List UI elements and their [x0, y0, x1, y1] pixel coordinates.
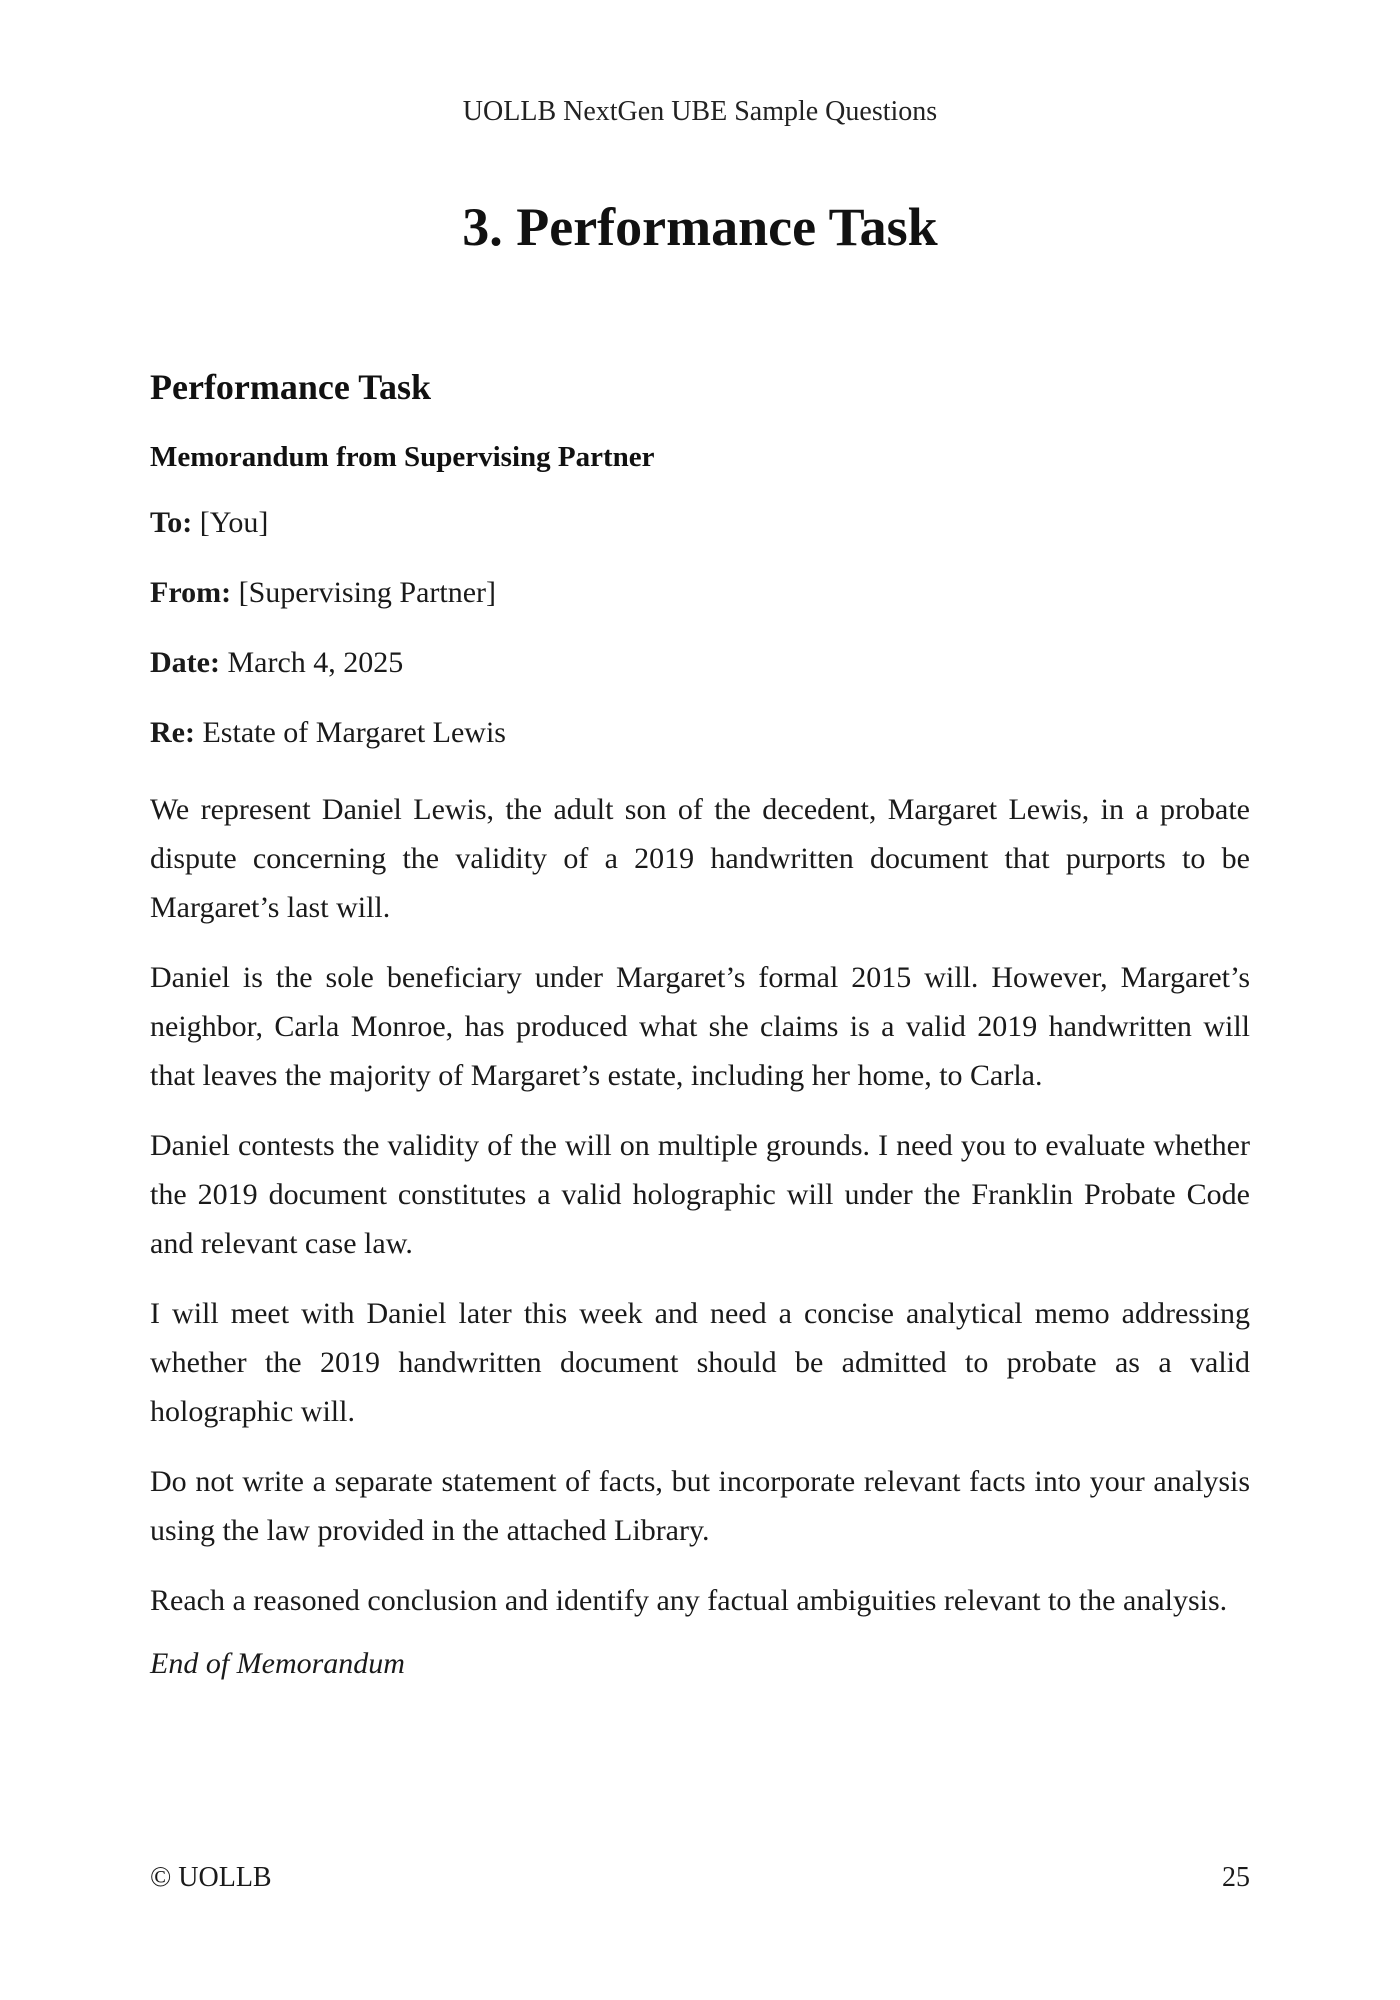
memo-re-label: Re: [150, 716, 195, 750]
running-header: UOLLB NextGen UBE Sample Questions [462, 96, 938, 127]
memo-paragraph: Do not write a separate statement of facts, but incorporate relevant facts into your analysis using the law provided in the attached Library. [150, 1465, 1250, 1548]
chapter-title: 3. Performance Task [462, 197, 938, 257]
memo-date-value: March 4, 2025 [227, 646, 404, 680]
memo-from-field [150, 575, 1250, 611]
memo-re-field [150, 715, 1250, 751]
memo-paragraph: Daniel contests the validity of the will on multiple grounds. I need you to evaluate whether the 2019 document constitutes a valid holographic will under the Franklin Probate Code and relevant case law. [150, 1129, 1250, 1261]
memo-to-value: [You] [199, 506, 269, 540]
memo-heading: Memorandum from Supervising Partner [150, 441, 655, 474]
main-content [150, 366, 1250, 1682]
memo-date-label: Date: [150, 646, 220, 680]
memo-to-label: To: [150, 506, 193, 540]
memo-paragraph: Daniel is the sole beneficiary under Margaret’s formal 2015 will. However, Margaret’s neighbor, Carla Monroe, has produced what she claims is a valid 2019 handwritten will that leaves the majority of Margaret’s estate, including her home, to Carla. [150, 961, 1250, 1093]
footer-copyright: © UOLLB [150, 1862, 272, 1893]
memo-paragraph: I will meet with Daniel later this week and need a concise analytical memo addressing whether the 2019 handwritten document should be admitted to probate as a valid holographic will. [150, 1297, 1250, 1429]
memo-paragraph: We represent Daniel Lewis, the adult son of the decedent, Margaret Lewis, in a probate dispute concerning the validity of a 2019 handwritten document that purports to be Margaret’s last will. [150, 793, 1250, 925]
memo-from-value: [Supervising Partner] [238, 576, 497, 610]
memo-re-value: Estate of Margaret Lewis [202, 716, 506, 750]
memo-to-field [150, 505, 1250, 541]
footer-page-number: 25 [1222, 1862, 1250, 1893]
memo-paragraph: Reach a reasoned conclusion and identify any factual ambiguities relevant to the analysis. [150, 1584, 1228, 1618]
section-heading: Performance Task [150, 367, 431, 407]
memo-date-field [150, 645, 1250, 681]
memo-from-label: From: [150, 576, 232, 610]
end-of-memorandum: End of Memorandum [150, 1647, 405, 1681]
